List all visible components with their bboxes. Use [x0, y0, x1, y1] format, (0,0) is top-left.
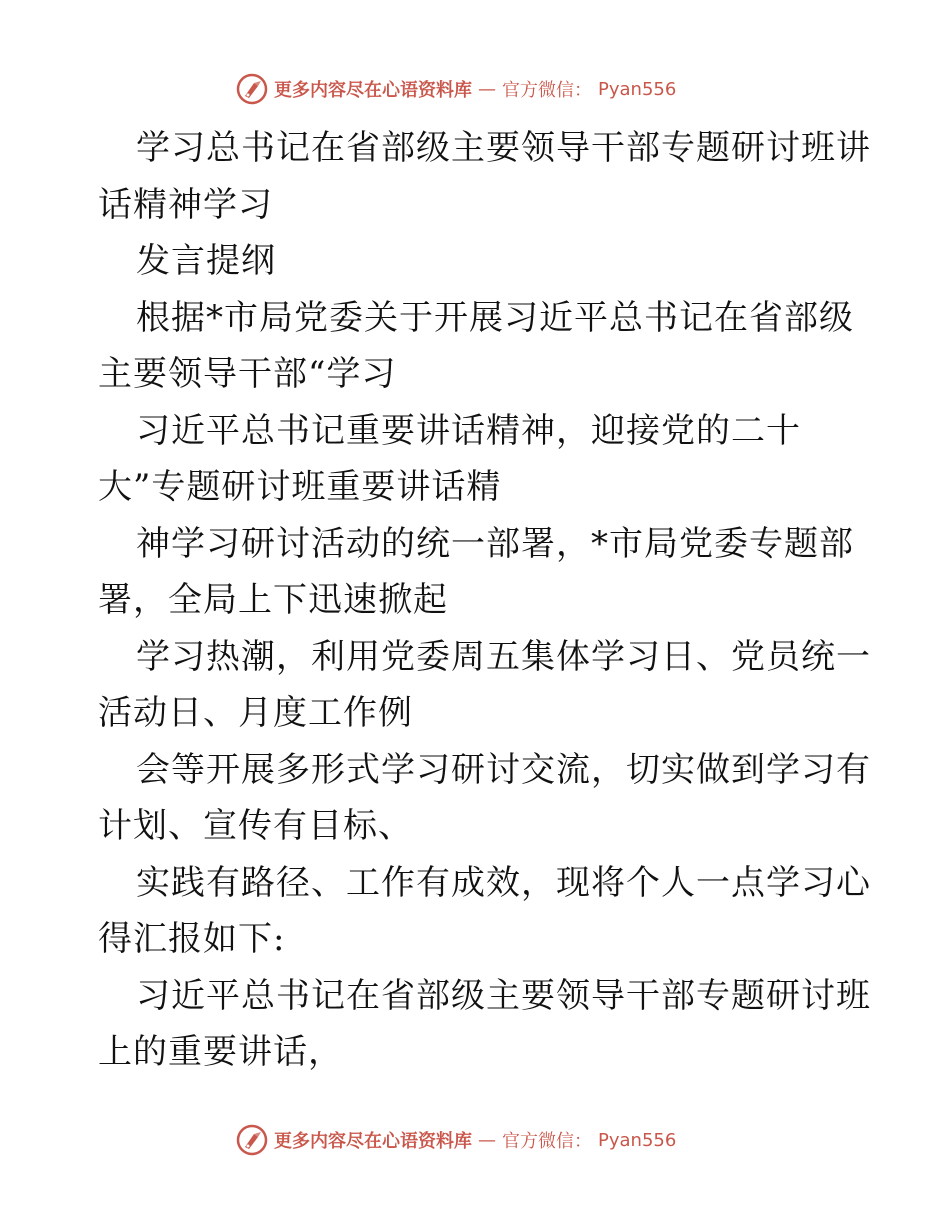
paragraph-continuation: 活动日、月度工作例 [98, 693, 413, 733]
footer-watermark [236, 1123, 676, 1157]
paragraph-first-line: 实践有路径、工作有成效，现将个人一点学习心 [136, 862, 871, 903]
paragraph-first-line: 神学习研讨活动的统一部署，*市局党委专题部 [136, 523, 854, 564]
paragraph [98, 855, 871, 968]
paragraph-continuation: 得汇报如下: [98, 919, 286, 959]
pen-nib-logo-icon [236, 73, 268, 105]
paragraph-first-line: 习近平总书记在省部级主要领导干部专题研讨班 [136, 975, 871, 1016]
paragraph [98, 516, 858, 629]
watermark-account: Pyan556 [598, 1129, 677, 1151]
paragraph-first-line: 根据*市局党委关于开展习近平总书记在省部级 [136, 297, 854, 338]
paragraph-continuation: 计划、宣传有目标、 [98, 806, 413, 846]
paragraph [98, 120, 871, 233]
paragraph [98, 742, 871, 855]
watermark-separator: — [478, 1129, 496, 1151]
paragraph-first-line: 习近平总书记重要讲话精神，迎接党的二十 [136, 410, 801, 451]
watermark-account: Pyan556 [598, 78, 677, 100]
document-body [98, 120, 871, 1081]
watermark-brand: 更多内容尽在心语资料库 [274, 1131, 472, 1152]
paragraph-continuation: 署，全局上下迅速掀起 [98, 580, 448, 620]
paragraph [98, 290, 858, 403]
paragraph-first-line: 发言提纲 [136, 241, 276, 281]
watermark-label: 官方微信： [502, 1131, 592, 1152]
paragraph-continuation: 上的重要讲话， [98, 1032, 343, 1072]
watermark-brand: 更多内容尽在心语资料库 [274, 80, 472, 101]
watermark-separator: — [478, 78, 496, 100]
paragraph-continuation: 主要领导干部“学习 [98, 354, 397, 394]
pen-nib-logo-icon [236, 1124, 268, 1156]
header-watermark [236, 72, 676, 106]
paragraph [98, 403, 858, 516]
watermark-label: 官方微信： [502, 80, 592, 101]
paragraph [98, 233, 858, 290]
paragraph-continuation: 大”专题研讨班重要讲话精 [98, 467, 502, 507]
paragraph-first-line: 会等开展多形式学习研讨交流，切实做到学习有 [136, 749, 871, 790]
paragraph-first-line: 学习热潮，利用党委周五集体学习日、党员统一 [136, 636, 871, 677]
paragraph [98, 629, 871, 742]
paragraph [98, 968, 871, 1081]
paragraph-first-line: 学习总书记在省部级主要领导干部专题研讨班讲 [136, 128, 871, 168]
paragraph-continuation: 话精神学习 [98, 184, 273, 225]
